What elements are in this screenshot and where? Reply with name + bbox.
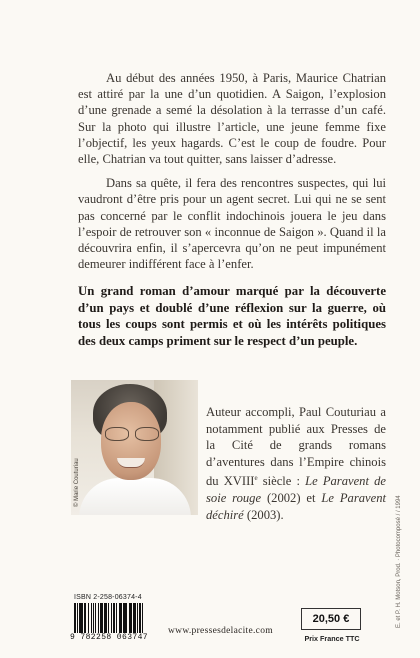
bio-part-1: Auteur accompli, Paul Couturiau a notamment publié aux Presses de la Cité de grands romans d’aventures dans l’Empire chinois du XVIII [206, 405, 386, 489]
bio-part-4: (2003). [243, 507, 284, 522]
bio-part-2: siècle : [257, 474, 306, 489]
synopsis-paragraph-1: Au début des années 1950, à Paris, Maurice Chatrian est attiré par la une d’un quotidien. A Saigon, l’explosion d’une grenade a semé la désolation à la terrasse d’un café. Sur la photo qui illustre l’article, une jeune femme fixe l’objectif, les yeux hagards. C’est le coup de foudre. Pour elle, Chatrian va tout quitter, sans laisser d’adresse. [78, 71, 386, 167]
barcode-digits: 9 782258 063747 [70, 633, 149, 642]
photo-face [101, 402, 161, 480]
price-label: Prix France TTC [304, 634, 360, 643]
bio-title-2: Le Paravent déchiré [206, 491, 387, 522]
photo-credit: © Marie Couturiau [74, 458, 80, 507]
bio-title-1: Le Paravent de soie rouge [206, 474, 386, 506]
author-photo [71, 380, 198, 515]
synopsis [78, 70, 386, 280]
author-bio [206, 404, 386, 523]
bio-century-sup: e [254, 474, 258, 483]
price: 20,50 € [301, 608, 361, 630]
blurb: Un grand roman d’amour marqué par la découverte d’un pays et doublé d’une réflexion sur la guerre, où tous les coups sont permis et où les intérêts politiques des deux camps priment sur le respect d’un peuple. [78, 284, 386, 348]
bio-part-3: (2002) et [261, 491, 322, 506]
publisher-url: www.pressesdelacite.com [168, 626, 273, 636]
photo-glasses [105, 427, 159, 441]
isbn: ISBN 2-258-06374-4 [74, 594, 142, 601]
side-credit: E. et P. H. Motson, Prod. · Photocomposé / / 1994 [396, 495, 402, 628]
synopsis-paragraph-2: Dans sa quête, il fera des rencontres suspectes, qui lui vaudront d’être pris pour un agent secret. Lui qui ne se sent pas concerné par le conflit indochinois jouera le jeu dans l’espoir de retrouver son « inconnue de Saigon ». Quand il la découvrira enfin, il s’apercevra qu’on ne peut impunément demeurer indifférent face à l’enfer. [78, 176, 386, 272]
barcode-bar [142, 603, 144, 633]
barcode [74, 603, 166, 633]
